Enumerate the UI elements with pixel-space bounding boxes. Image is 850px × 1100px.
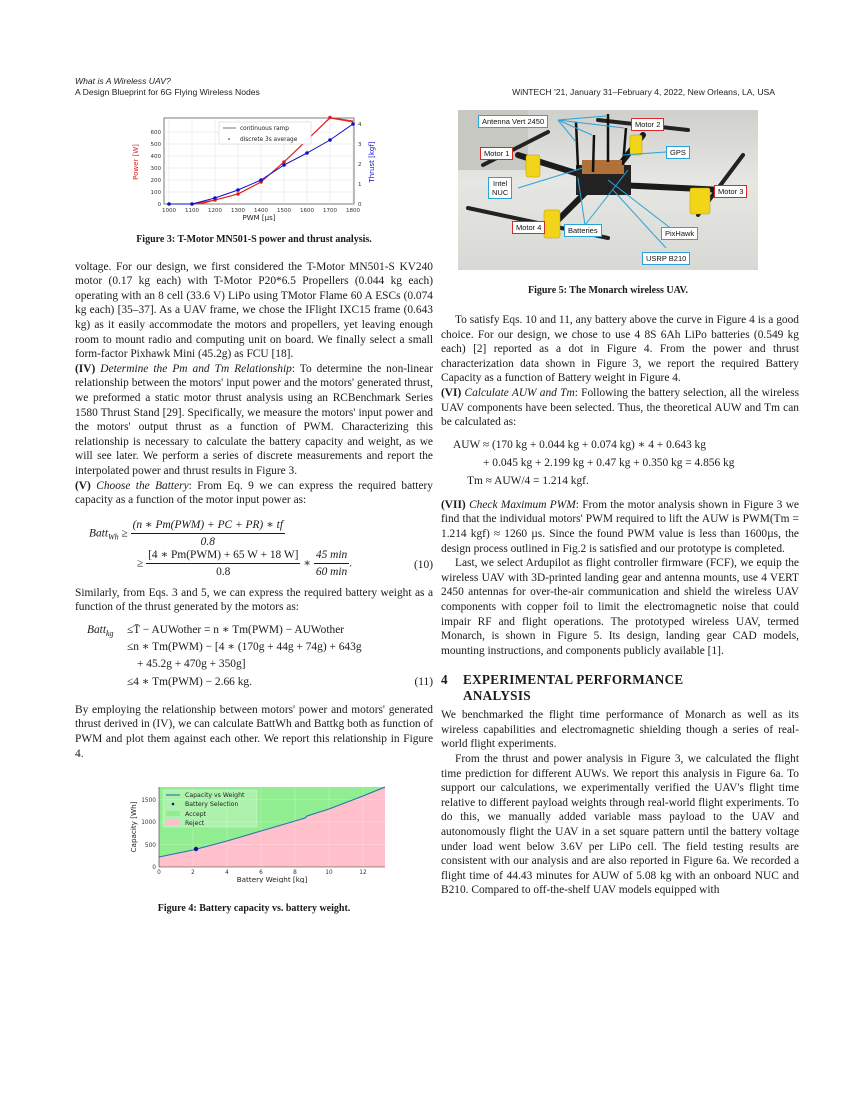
svg-text:1100: 1100 [185, 208, 199, 214]
power-thrust-chart [124, 110, 384, 222]
paragraph-employing: By employing the relationship between motors' power and motors' generated thrust derived in (IV), we can calculate BattWh and Battkg both as function of PWM and plot them against each other. We report this relationship in Figure 4. [75, 703, 433, 760]
paragraph-step-6: (VI) Calculate AUW and Tm: Following the battery selection, all the wireless UAV components have been selected. Thus, the theoretical AUW and Tm can be calculated as: [441, 386, 800, 429]
svg-text:1500: 1500 [141, 798, 156, 805]
svg-text:Reject: Reject [185, 820, 205, 828]
label-motor-3: Motor 3 [714, 185, 747, 198]
step-7-title: Check Maximum PWM [469, 498, 576, 511]
svg-text:1800: 1800 [346, 208, 360, 214]
svg-text:1200: 1200 [208, 208, 222, 214]
svg-text:PWM [µs]: PWM [µs] [242, 214, 276, 222]
label-pixhawk: PixHawk [661, 227, 698, 240]
svg-text:1: 1 [358, 182, 362, 188]
svg-text:1000: 1000 [162, 208, 176, 214]
figure-3-caption: Figure 3: T-Motor MN501-S power and thrust analysis. [136, 233, 372, 245]
svg-text:4: 4 [358, 122, 362, 128]
battery-capacity-chart [123, 783, 385, 883]
svg-text:2: 2 [191, 870, 195, 877]
paragraph-benchmarked: We benchmarked the flight time performance of Monarch as well as its wireless capabilities and electromagnetic shielding though a series of real-world flight experiments. [441, 709, 799, 751]
right-column [441, 110, 799, 898]
label-gps: GPS [666, 146, 690, 159]
svg-text:8: 8 [293, 870, 297, 877]
svg-text:Battery Selection: Battery Selection [185, 801, 239, 809]
figure-5 [458, 110, 758, 297]
paragraph-step-5: (V) Choose the Battery: From Eq. 9 we can express the required battery capacity as a function of the motor input power as: [75, 479, 433, 507]
svg-text:200: 200 [150, 178, 161, 184]
step-6-title: Calculate AUW and Tm [464, 386, 575, 399]
svg-text:1400: 1400 [254, 208, 268, 214]
svg-text:Capacity vs Weight: Capacity vs Weight [185, 792, 245, 800]
svg-text:continuous ramp: continuous ramp [240, 126, 289, 132]
paragraph-similarly: Similarly, from Eqs. 3 and 5, we can express the required battery weight as a function of the thrust generated by the motors as: [75, 586, 433, 614]
svg-text:100: 100 [150, 190, 161, 196]
svg-text:0: 0 [152, 865, 156, 872]
equation-10-number: (10) [414, 558, 433, 571]
svg-text:0: 0 [358, 202, 362, 208]
label-motor-2: Motor 2 [631, 118, 664, 131]
running-header-left [75, 76, 260, 98]
running-header-right: WiNTECH '21, January 31–February 4, 2022, New Orleans, LA, USA [512, 87, 775, 97]
paragraph-from-thrust: From the thrust and power analysis in Figure 3, we calculated the flight time prediction for different AUWs. We report this analysis in Figure 6a. To support our calculations, we experimentally verified the UAV's flight time relative to different payload weights through real-world flight experiments. To do this, we manually added variable mass payload to the UAV and autonomously flight the UAV in a set square pattern until the battery voltage under load went below 3.6V per LiPo cell. The field testing results are consistent with our analysis and are also reported in Figure 6a. We recorded a flight time of 44.43 minutes for AUW of 5.08 kg with an onboard NUC and B210. Compared to off-the-shelf UAV models equipped with [441, 753, 799, 897]
step-4-title: Determine the Pm and Tm Relationship [100, 362, 292, 375]
svg-text:500: 500 [150, 142, 161, 148]
svg-text:500: 500 [144, 843, 156, 850]
equation-11-number: (11) [414, 675, 433, 688]
header-title-line2: A Design Blueprint for 6G Flying Wireless Nodes [75, 87, 260, 97]
paragraph-satisfy: To satisfy Eqs. 10 and 11, any battery above the curve in Figure 4 is a good choice. For our design, we chose to use 4 8S 6Ah LiPo batteries (0.549 kg each) [2] reported as a dot in Figure 4. From the power and thrust characterization data shown in Figure 3, we report the required Battery Capacity as a function of Battery weight in Figure 4. [441, 314, 799, 385]
label-intel-nuc: Intel NUC [488, 177, 512, 199]
label-motor-1: Motor 1 [480, 147, 513, 160]
svg-text:discrete 3s average: discrete 3s average [240, 137, 298, 143]
svg-text:Capacity [Wh]: Capacity [Wh] [129, 801, 138, 853]
label-motor-4: Motor 4 [512, 221, 545, 234]
label-batteries: Batteries [564, 224, 602, 237]
svg-text:300: 300 [150, 166, 161, 172]
svg-text:4: 4 [225, 870, 229, 877]
figure-3 [124, 110, 384, 246]
svg-text:Power [W]: Power [W] [132, 144, 140, 180]
svg-text:0: 0 [157, 870, 161, 877]
equation-11: Batt$_{kg}$ ≤T̄ − AUWother = n ∗ Tm(PWM) − AUWother ≤n ∗ Tm(PWM) − [4 ∗ (170g + 44g + 74g) + 643g + 45.2g + 470g + 350g] ≤4 ∗ Tm(PWM) − 2.66 kg. (11) [87, 623, 433, 688]
figure-5-caption: Figure 5: The Monarch wireless UAV. [527, 285, 688, 296]
figure-4 [123, 783, 385, 915]
svg-text:2: 2 [358, 162, 362, 168]
svg-text:1500: 1500 [277, 208, 291, 214]
uav-photo [458, 110, 758, 270]
svg-text:6: 6 [259, 870, 263, 877]
svg-text:Battery Weight [kg]: Battery Weight [kg] [236, 875, 308, 884]
left-column [75, 110, 433, 915]
paragraph-last: Last, we select Ardupilot as flight controller firmware (FCF), we equip the wireless UAV with 3D-printed landing gear and antenna mounts, use 4 VERT 2450 antennas for over-the-air communication and shield the wireless UAV components with copper foil to limit the electromagnetic noise that could impair RF and flight operations. The prototyped wireless UAV, termed Monarch, is shown in Figure 5. Its design, landing gear CAD models, mounting instructions, and components publicly available [1]. [441, 557, 799, 657]
svg-text:0: 0 [157, 202, 161, 208]
section-4-heading: 4 EXPERIMENTAL PERFORMANCE ANALYSIS [441, 672, 684, 704]
svg-text:Accept: Accept [185, 811, 207, 819]
svg-text:600: 600 [150, 130, 161, 136]
paragraph-step-7: (VII) Check Maximum PWM: From the motor analysis shown in Figure 3 we find that the individual motors' PWM required to lift the AUW is PWM(Tm = 1.214 kgf) ≈ 1260 µs. Since the found PWM value is less than 1600µs, the design process outlined in Fig.2 is satisfied and our prototype is completed. [441, 498, 799, 555]
figure-4-caption: Figure 4: Battery capacity vs. battery weight. [157, 902, 351, 914]
paragraph-components: voltage. For our design, we first considered the T-Motor MN501-S KV240 motor (0.17 kg each) with T-Motor P20*6.5 Propellers (0.044 kg each) operating with an 8 cell (33.6 V) LiPo using TMotor Flame 60 A ESCs (0.074 kg each) [35–37]. As a UAV frame, we chose the IFlight IXC15 frame (0.643 kg) as it easily accommodate the motors and propellers, yet leaving enough room to mount radio and computing unit on board. We finally select a small form-factor Pixhawk Mini (45.2g) as FCU [18]. [75, 260, 433, 361]
equation-10: Batt$_{Wh}$ ≥ $\frac{\text{(n ∗ Pm(PWM) + PC + PR) ∗ tf}}{0.8}$ ≥ $\frac{\text{[4 ∗ Pm(PWM) + 65 W + 18 W]}}{0.8}$ ∗ $\frac{45 \min}{60 \min}$ . (10) [89, 518, 433, 579]
label-antenna: Antenna Vert 2450 [478, 115, 548, 128]
label-usrp: USRP B210 [642, 252, 690, 265]
svg-text:1300: 1300 [231, 208, 245, 214]
paragraph-step-4: (IV) Determine the Pm and Tm Relationship: To determine the non-linear relationship between the motors' input power and the motors' generated thrust, we preformed a static motor thrust analysis using an RCBenchmark Series 1580 Thrust Stand [29]. Specifically, we measure the motors' input power and the motors' output thrust as a function of PWM. Characterizing this relationship is necessary to calculate the battery capacity and weight, as we will see later. We perform a series of discrete measurements and report the interpolated power and thrust results in Figure 3. [75, 362, 433, 477]
svg-text:10: 10 [325, 870, 333, 877]
svg-text:1000: 1000 [141, 820, 156, 827]
svg-text:1700: 1700 [323, 208, 337, 214]
step-5-title: Choose the Battery [96, 479, 189, 492]
svg-text:400: 400 [150, 154, 161, 160]
equation-auw: AUW ≈ (170 kg + 0.044 kg + 0.074 kg) ∗ 4 + 0.643 kg + 0.045 kg + 2.199 kg + 0.47 kg + 0.350 kg = 4.856 kg Tm ≈ AUW/4 = 1.214 kgf. [453, 438, 735, 487]
header-title-line1: What is A Wireless UAV? [75, 76, 171, 86]
svg-text:12: 12 [359, 870, 367, 877]
svg-text:3: 3 [358, 142, 362, 148]
svg-text:Thrust [kgf]: Thrust [kgf] [368, 141, 376, 183]
svg-text:1600: 1600 [300, 208, 314, 214]
